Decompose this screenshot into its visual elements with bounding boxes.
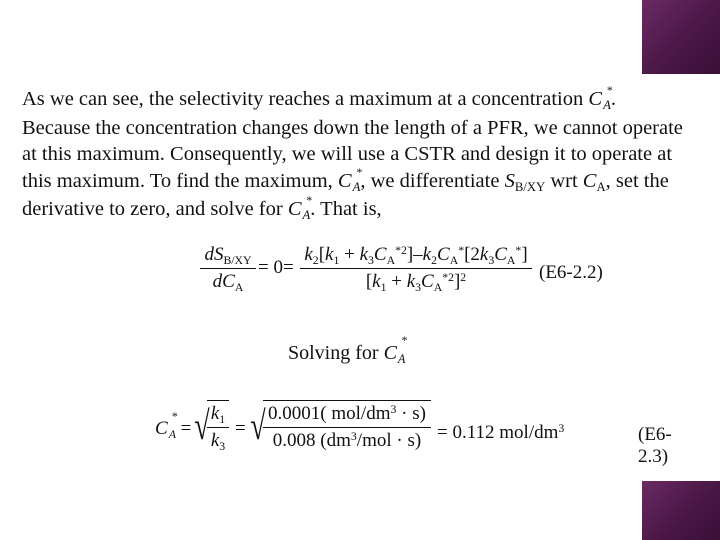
explanation-paragraph xyxy=(22,83,714,225)
equation-label-e6-2-3: (E6-2.3) xyxy=(638,424,672,467)
c-star-a: $C_A$ * xyxy=(588,83,613,113)
equals-zero: = 0= xyxy=(258,257,294,278)
k-ratio: $k_1$ $k_3$ xyxy=(207,400,229,452)
c-star-a: $C_A$ * xyxy=(383,333,408,367)
sqrt-sign-1: √ xyxy=(194,403,210,448)
rhs-denominator: $[k_1 + k_3C_A^{*2}]^2$ xyxy=(365,270,467,295)
c-star-a: $C_A$ * xyxy=(287,193,313,223)
text-line-2: Because the concentration changes down the length of a PFR, we cannot operate xyxy=(22,116,683,139)
c-star-a: $C_A$ * xyxy=(337,164,363,194)
equation-e6-2-3: $C_A$ * = √ $k_1$ $k_3$ = √ 0.0001( mol/$dm^3 \cdot s$) 0.008 ($dm^3$/mol · s) = 0.112 mol/$dm^3$ (E6-2.3) xyxy=(155,398,625,478)
text-line-5: derivative to zero, and solve for $C_A$ * . That is, xyxy=(22,196,714,225)
corner-accent-bottom xyxy=(642,481,720,540)
value-ratio xyxy=(263,400,431,452)
value-denominator: 0.008 ($dm^3$/mol · s) xyxy=(272,429,422,451)
solving-for-line: Solving for $C_A$ * xyxy=(288,333,408,367)
rhs-numerator: $k_2[k_1 + k_3C_A^{*2}]-k_2C_A^*[2k_3C_A^*]$ xyxy=(304,243,528,268)
result-value: = 0.112 mol/$dm^3$ xyxy=(437,421,565,443)
value-numerator: 0.0001( mol/$dm^3 \cdot s$) xyxy=(268,402,426,424)
text-line-1: As we can see, the selectivity reaches a maximum at a concentration $C_A$ * . xyxy=(22,86,714,115)
corner-accent-top xyxy=(642,0,720,74)
rhs-fraction xyxy=(300,244,532,293)
text-line-4: this maximum. To find the maximum, $C_A$ * , we differentiate $S_{B/XY}$ wrt $C_A$, set the xyxy=(22,168,714,197)
sqrt-sign-2: √ xyxy=(250,403,266,448)
lhs-derivative: $dS_{B/XY}$ $dC_A$ xyxy=(200,244,256,293)
equation-e6-2-2 xyxy=(200,240,640,320)
c-star-lhs: $C_A$ * = xyxy=(155,409,192,442)
equation-label-e6-2-2: (E6-2.2) xyxy=(539,262,603,283)
text-line-3: at this maximum. Consequently, we will use a CSTR and design it to operate at xyxy=(22,143,673,165)
